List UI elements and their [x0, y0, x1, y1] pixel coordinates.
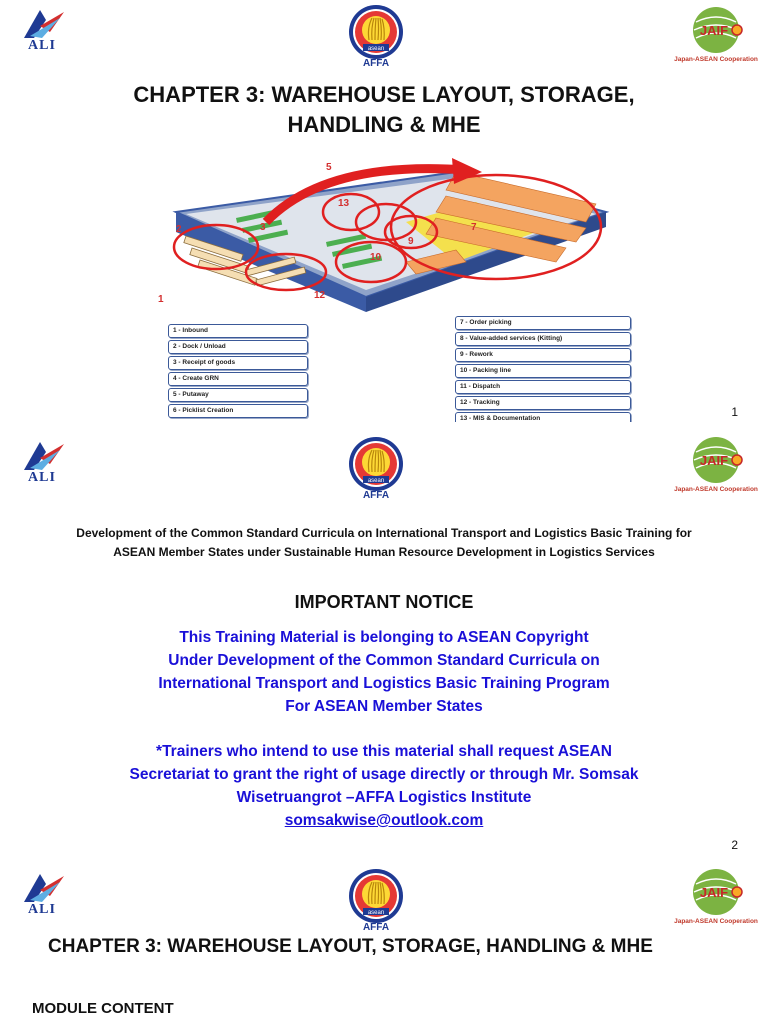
- jaif-emblem-icon: [674, 868, 758, 918]
- page-number: 1: [731, 405, 738, 419]
- email-link[interactable]: somsakwise@outlook.com: [284, 812, 484, 829]
- ali-logo: [12, 6, 72, 58]
- affa-label: AFFA: [362, 922, 390, 933]
- diagram-number-1: 1: [158, 294, 164, 305]
- asean-logo: [345, 436, 407, 504]
- affa-label: AFFA: [362, 58, 390, 69]
- diagram-number-10: 10: [370, 252, 382, 263]
- ali-mark-icon: [20, 870, 66, 904]
- ali-logo: [12, 438, 72, 490]
- legend-left: [168, 324, 308, 420]
- legend-item: 7 - Order picking: [455, 316, 631, 330]
- slide-1: [0, 0, 768, 422]
- chapter-title: CHAPTER 3: WAREHOUSE LAYOUT, STORAGE, HANDLING & MHE: [48, 936, 653, 957]
- jaif-subtitle: Japan-ASEAN Cooperation: [674, 56, 758, 63]
- asean-emblem-icon: [345, 868, 407, 924]
- slide-3: [0, 862, 768, 1024]
- legend-item: 13 - MIS & Documentation: [455, 412, 631, 422]
- notice-line: For ASEAN Member States: [285, 698, 483, 715]
- warehouse-diagram: [156, 152, 614, 312]
- diagram-number-7: 7: [471, 222, 477, 233]
- development-line-2: ASEAN Member States under Sustainable Human Resource Development in Logistics Services: [113, 545, 655, 559]
- asean-logo: [345, 868, 407, 936]
- ali-logo-text: ALI: [28, 38, 56, 53]
- notice-line: International Transport and Logistics Basic Training Program: [158, 675, 610, 692]
- legend-item: 11 - Dispatch: [455, 380, 631, 394]
- page-number: 2: [731, 838, 738, 852]
- notice-line: This Training Material is belonging to ASEAN Copyright: [179, 629, 589, 646]
- legend-item: 9 - Rework: [455, 348, 631, 362]
- diagram-number-9: 9: [408, 236, 414, 247]
- diagram-number-5: 5: [326, 162, 332, 173]
- asean-emblem-icon: [345, 436, 407, 492]
- diagram-number-12: 12: [314, 290, 326, 301]
- notice-line: Under Development of the Common Standard Curricula on: [168, 652, 600, 669]
- jaif-logo: [674, 868, 758, 932]
- ali-logo: [12, 870, 72, 922]
- ali-logo-text: ALI: [28, 470, 56, 485]
- notice-gap: [0, 718, 768, 740]
- slide-2: [0, 422, 768, 862]
- asean-inner-text: asean: [367, 910, 385, 916]
- diagram-number-2: 2: [176, 224, 182, 235]
- notice-body: [0, 626, 768, 832]
- asean-logo: [345, 4, 407, 72]
- legend-item: 5 - Putaway: [168, 388, 308, 402]
- chapter-title: [0, 80, 768, 140]
- diagram-number-3: 3: [260, 222, 266, 233]
- diagram-number-13: 13: [338, 198, 350, 209]
- legend-item: 4 - Create GRN: [168, 372, 308, 386]
- legend-item: 8 - Value-added services (Kitting): [455, 332, 631, 346]
- ali-mark-icon: [20, 438, 66, 472]
- jaif-subtitle: Japan-ASEAN Cooperation: [674, 486, 758, 493]
- legend-item: 3 - Receipt of goods: [168, 356, 308, 370]
- chapter-title-line-2: HANDLING & MHE: [287, 112, 481, 137]
- trainer-line: Wisetruangrot –AFFA Logistics Institute: [236, 789, 532, 806]
- legend-item: 6 - Picklist Creation: [168, 404, 308, 418]
- development-statement: [40, 524, 728, 562]
- jaif-subtitle: Japan-ASEAN Cooperation: [674, 918, 758, 925]
- jaif-logo: [674, 6, 758, 70]
- trainer-line: *Trainers who intend to use this material shall request ASEAN: [156, 743, 612, 760]
- ali-mark-icon: [20, 6, 66, 40]
- asean-inner-text: asean: [367, 46, 385, 52]
- notice-heading: IMPORTANT NOTICE: [294, 592, 474, 612]
- jaif-text: JAIF: [699, 885, 729, 900]
- legend-item: 1 - Inbound: [168, 324, 308, 338]
- legend-item: 12 - Tracking: [455, 396, 631, 410]
- ali-logo-text: ALI: [28, 902, 56, 917]
- jaif-emblem-icon: [674, 6, 758, 56]
- chapter-title-line-1: CHAPTER 3: WAREHOUSE LAYOUT, STORAGE,: [133, 82, 635, 107]
- asean-emblem-icon: [345, 4, 407, 60]
- jaif-emblem-icon: [674, 436, 758, 486]
- trainer-line: Secretariat to grant the right of usage directly or through Mr. Somsak: [129, 766, 639, 783]
- asean-inner-text: asean: [367, 478, 385, 484]
- legend-item: 10 - Packing line: [455, 364, 631, 378]
- legend-right: [455, 316, 631, 422]
- jaif-text: JAIF: [699, 453, 729, 468]
- jaif-text: JAIF: [699, 23, 729, 38]
- legend-item: 2 - Dock / Unload: [168, 340, 308, 354]
- development-line-1: Development of the Common Standard Curricula on International Transport and Logistics Basic Training for: [76, 526, 692, 540]
- module-content-heading: MODULE CONTENT: [32, 1000, 174, 1017]
- affa-label: AFFA: [362, 490, 390, 501]
- jaif-logo: [674, 436, 758, 500]
